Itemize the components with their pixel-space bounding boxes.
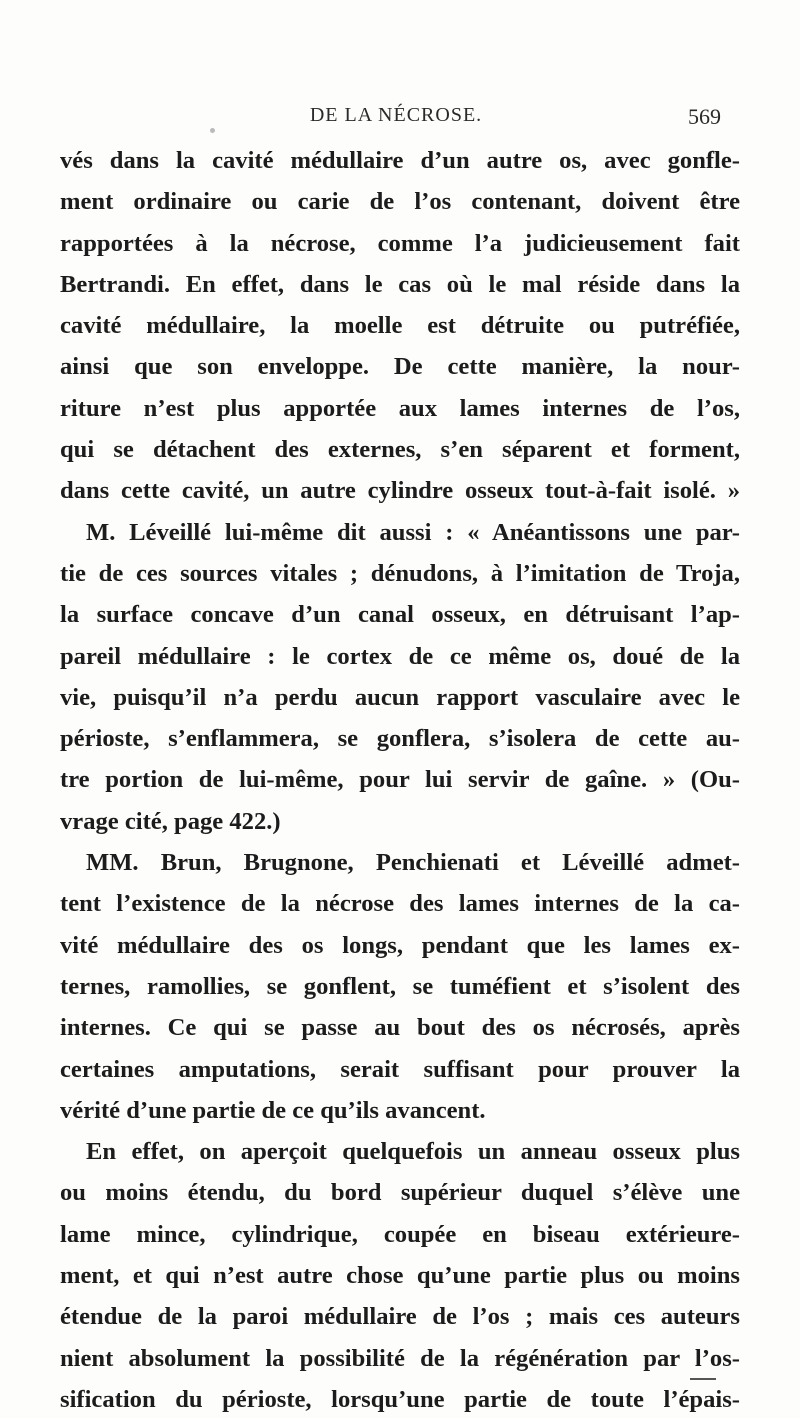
text-line: vérité d’une partie de ce qu’ils avancent.	[60, 1096, 486, 1124]
text-line: vrage cité, page 422.)	[60, 807, 281, 835]
text-line: certaines amputations, serait suffisant pour prouver la	[60, 1055, 740, 1083]
text-line: sification du périoste, lorsqu’une partie de toute l’épais-	[60, 1385, 740, 1413]
text-line: vés dans la cavité médullaire d’un autre os, avec gonfle-	[60, 147, 740, 174]
page-number: 569	[688, 104, 721, 129]
text-line: tent l’existence de la nécrose des lames internes de la ca-	[60, 890, 740, 918]
text-line: tie de ces sources vitales ; dénudons, à l’imitation de Troja,	[60, 559, 740, 587]
text-line: cavité médullaire, la moelle est détruite ou putréfiée,	[60, 312, 740, 340]
text-line: Bertrandi. En effet, dans le cas où le mal réside dans la	[60, 270, 740, 298]
text-line: ternes, ramollies, se gonflent, se tuméfient et s’isolent des	[60, 972, 740, 1000]
text-line: vité médullaire des os longs, pendant que les lames ex-	[60, 931, 740, 959]
text-line: rapportées à la nécrose, comme l’a judicieusement fait	[60, 229, 740, 257]
running-head	[0, 104, 800, 134]
text-line: tre portion de lui-même, pour lui servir de gaîne. » (Ou-	[60, 766, 740, 794]
text-line: qui se détachent des externes, s’en séparent et forment,	[60, 436, 740, 464]
text-line: lame mince, cylindrique, coupée en biseau extérieure-	[60, 1220, 740, 1248]
text-line: ment, et qui n’est autre chose qu’une partie plus ou moins	[60, 1262, 740, 1290]
text-line: ou moins étendu, du bord supérieur duquel s’élève une	[60, 1179, 740, 1207]
text-line: dans cette cavité, un autre cylindre osseux tout-à-fait isolé. »	[60, 477, 740, 505]
body-text	[60, 140, 740, 1420]
text-line: nient absolument la possibilité de la régénération par l’os-	[60, 1344, 740, 1372]
text-line: la surface concave d’un canal osseux, en détruisant l’ap-	[60, 601, 740, 629]
text-line: En effet, on aperçoit quelquefois un anneau osseux plus	[86, 1138, 740, 1166]
text-line: étendue de la paroi médullaire de l’os ; mais ces auteurs	[60, 1303, 740, 1331]
text-line: vie, puisqu’il n’a perdu aucun rapport vasculaire avec le	[60, 683, 740, 711]
text-line: M. Léveillé lui-même dit aussi : « Anéantissons une par-	[86, 518, 740, 546]
text-line: ment ordinaire ou carie de l’os contenant, doivent être	[60, 188, 740, 216]
text-line: pareil médullaire : le cortex de ce même os, doué de la	[60, 642, 740, 670]
text-line: internes. Ce qui se passe au bout des os nécrosés, après	[60, 1014, 740, 1042]
scan-mark	[690, 1378, 716, 1380]
text-line: périoste, s’enflammera, se gonflera, s’isolera de cette au-	[60, 725, 740, 753]
text-line: MM. Brun, Brugnone, Penchienati et Léveillé admet-	[86, 849, 740, 877]
running-title: DE LA NÉCROSE.	[309, 104, 483, 126]
text-line: ainsi que son enveloppe. De cette manière, la nour-	[60, 353, 740, 381]
text-line: riture n’est plus apportée aux lames internes de l’os,	[60, 394, 740, 422]
